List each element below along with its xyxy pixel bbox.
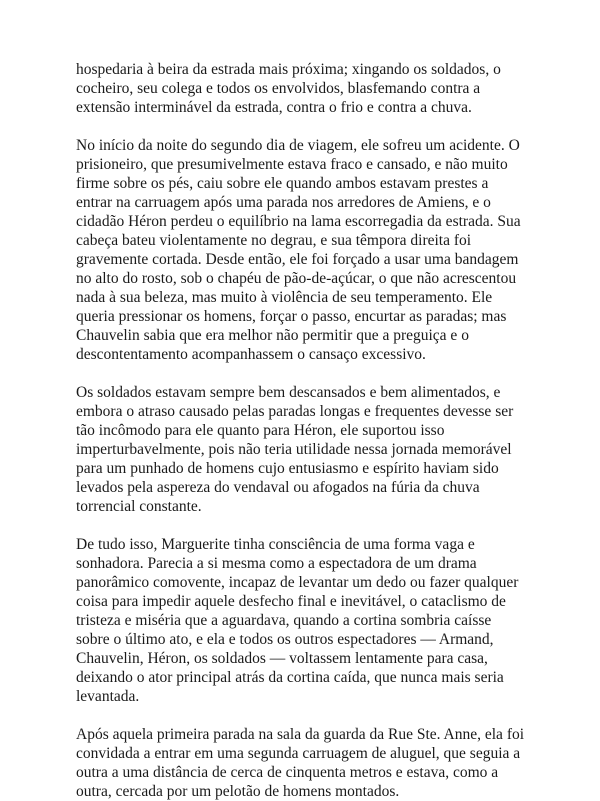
document-page <box>76 60 528 801</box>
paragraph-1: hospedaria à beira da estrada mais próxima; xingando os soldados, o cocheiro, seu colega e todos os envolvidos, blasfemando contra a extensão interminável da estrada, contra o frio e contra a chuva. <box>76 61 501 116</box>
paragraph-4: De tudo isso, Marguerite tinha consciência de uma forma vaga e sonhadora. Parecia a si mesma como a espectadora de um drama panorâmico comovente, incapaz de levantar um dedo ou fazer qualquer coisa para impedir aquele desfecho final e inevitável, o cataclismo de tristeza e miséria que a aguardava, quando a cortina sombria caísse sobre o último ato, e ela e todos os outros espectadores — Armand, Chauvelin, Héron, os soldados — voltassem lentamente para casa, deixando o ator principal atrás da cortina caída, que nunca mais seria levantada. <box>76 536 519 705</box>
paragraph-2: No início da noite do segundo dia de viagem, ele sofreu um acidente. O prisioneiro, que presumivelmente estava fraco e cansado, e não muito firme sobre os pés, caiu sobre ele quando ambos estavam prestes a entrar na carruagem após uma parada nos arredores de Amiens, e o cidadão Héron perdeu o equilíbrio na lama escorregadia da estrada. Sua cabeça bateu violentamente no degrau, e sua têmpora direita foi gravemente cortada. Desde então, ele foi forçado a usar uma bandagem no alto do rosto, sob o chapéu de pão-de-açúcar, o que não acrescentou nada à sua beleza, mas muito à violência de seu temperamento. Ele queria pressionar os homens, forçar o passo, encurtar as paradas; mas Chauvelin sabia que era melhor não permitir que a preguiça e o descontentamento acompanhassem o cansaço excessivo. <box>76 137 521 363</box>
paragraph-3: Os soldados estavam sempre bem descansados e bem alimentados, e embora o atraso causado pelas paradas longas e frequentes devesse ser tão incômodo para ele quanto para Héron, ele suportou isso imperturbavelmente, pois não teria utilidade nessa jornada memorável para um punhado de homens cujo entusiasmo e espírito haviam sido levados pela aspereza do vendaval ou afogados na fúria da chuva torrencial constante. <box>76 384 514 515</box>
paragraph-5: Após aquela primeira parada na sala da guarda da Rue Ste. Anne, ela foi convidada a entrar em uma segunda carruagem de aluguel, que seguia a outra a uma distância de cerca de cinquenta metros e estava, como a outra, cercada por um pelotão de homens montados. <box>76 726 525 800</box>
